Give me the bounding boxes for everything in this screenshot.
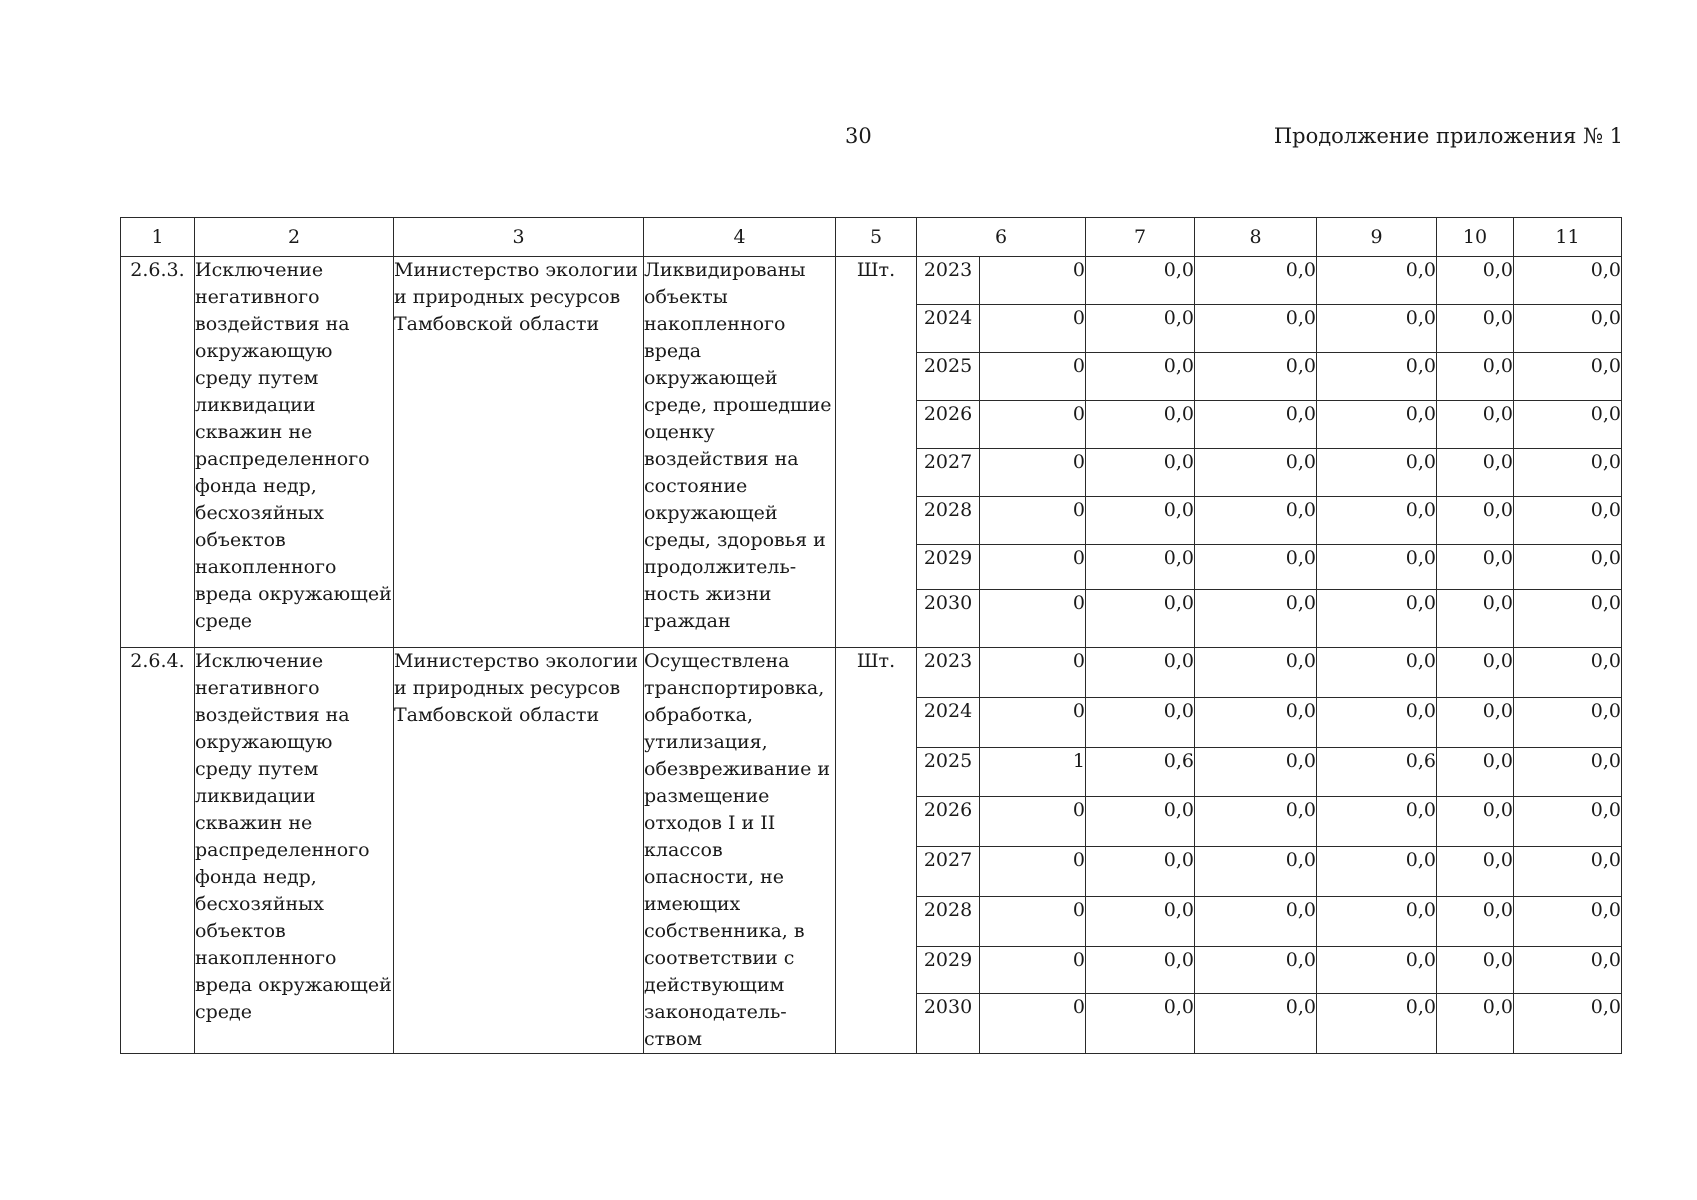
- value-cell-8: 0,0: [1195, 847, 1317, 897]
- value-cell-10: 0,0: [1437, 648, 1514, 698]
- value-cell-7: 0,0: [1086, 401, 1195, 449]
- value-cell-7: 0,0: [1086, 449, 1195, 497]
- value-cell-8: 0,0: [1195, 697, 1317, 747]
- value-cell-7: 0,0: [1086, 946, 1195, 993]
- value-cell-9: 0,0: [1317, 847, 1437, 897]
- value-cell-9: 0,0: [1317, 545, 1437, 590]
- year-cell: 2028: [917, 897, 980, 947]
- value-cell-8: 0,0: [1195, 747, 1317, 797]
- count-cell: 0: [980, 497, 1086, 545]
- value-cell-8: 0,0: [1195, 590, 1317, 648]
- value-cell-7: 0,0: [1086, 648, 1195, 698]
- value-cell-10: 0,0: [1437, 946, 1514, 993]
- column-header: 1: [121, 218, 195, 257]
- value-cell-11: 0,0: [1514, 305, 1622, 353]
- year-cell: 2026: [917, 797, 980, 847]
- value-cell-7: 0,0: [1086, 497, 1195, 545]
- value-cell-11: 0,0: [1514, 847, 1622, 897]
- year-cell: 2023: [917, 648, 980, 698]
- value-cell-9: 0,0: [1317, 797, 1437, 847]
- value-cell-7: 0,0: [1086, 697, 1195, 747]
- value-cell-10: 0,0: [1437, 449, 1514, 497]
- value-cell-10: 0,0: [1437, 497, 1514, 545]
- value-cell-10: 0,0: [1437, 305, 1514, 353]
- count-cell: 0: [980, 993, 1086, 1053]
- value-cell-9: 0,0: [1317, 305, 1437, 353]
- section-code: 2.6.4.: [121, 648, 195, 1054]
- value-cell-8: 0,0: [1195, 305, 1317, 353]
- column-header-row: [121, 218, 1622, 257]
- year-cell: 2025: [917, 747, 980, 797]
- value-cell-7: 0,0: [1086, 847, 1195, 897]
- value-cell-9: 0,0: [1317, 353, 1437, 401]
- value-cell-11: 0,0: [1514, 648, 1622, 698]
- year-cell: 2026: [917, 401, 980, 449]
- value-cell-9: 0,6: [1317, 747, 1437, 797]
- year-cell: 2024: [917, 305, 980, 353]
- value-cell-9: 0,0: [1317, 648, 1437, 698]
- value-cell-8: 0,0: [1195, 449, 1317, 497]
- executor-text: Министерство экологии и природных ресурсов Тамбовской области: [394, 257, 644, 648]
- value-cell-7: 0,0: [1086, 797, 1195, 847]
- column-header: 3: [394, 218, 644, 257]
- value-cell-11: 0,0: [1514, 747, 1622, 797]
- column-header: 4: [644, 218, 836, 257]
- appendix-label: Продолжение приложения № 1: [1273, 124, 1623, 148]
- count-cell: 0: [980, 590, 1086, 648]
- year-cell: 2029: [917, 545, 980, 590]
- page-number: 30: [845, 124, 872, 148]
- value-cell-10: 0,0: [1437, 993, 1514, 1053]
- value-cell-8: 0,0: [1195, 497, 1317, 545]
- value-cell-10: 0,0: [1437, 897, 1514, 947]
- table-body: [121, 218, 1622, 1054]
- count-cell: 0: [980, 897, 1086, 947]
- column-header: 5: [836, 218, 917, 257]
- count-cell: 0: [980, 305, 1086, 353]
- value-cell-8: 0,0: [1195, 353, 1317, 401]
- year-cell: 2027: [917, 847, 980, 897]
- value-cell-7: 0,0: [1086, 545, 1195, 590]
- count-cell: 1: [980, 747, 1086, 797]
- value-cell-10: 0,0: [1437, 590, 1514, 648]
- column-header: 11: [1514, 218, 1622, 257]
- value-cell-10: 0,0: [1437, 545, 1514, 590]
- count-cell: 0: [980, 847, 1086, 897]
- value-cell-10: 0,0: [1437, 697, 1514, 747]
- column-header: 8: [1195, 218, 1317, 257]
- year-cell: 2030: [917, 993, 980, 1053]
- value-cell-8: 0,0: [1195, 545, 1317, 590]
- value-cell-11: 0,0: [1514, 449, 1622, 497]
- value-cell-9: 0,0: [1317, 497, 1437, 545]
- value-cell-11: 0,0: [1514, 590, 1622, 648]
- count-cell: 0: [980, 797, 1086, 847]
- result-text: Осуществлена транспортировка, обработка, утилизация, обезвреживание и размещение отходов I и II классов опасности, не имеющих собственника, в соответствии с действующим законодатель-ством: [644, 648, 836, 1054]
- value-cell-7: 0,0: [1086, 993, 1195, 1053]
- value-cell-9: 0,0: [1317, 401, 1437, 449]
- unit-cell: Шт.: [836, 648, 917, 1054]
- column-header: 9: [1317, 218, 1437, 257]
- count-cell: 0: [980, 648, 1086, 698]
- count-cell: 0: [980, 697, 1086, 747]
- count-cell: 0: [980, 545, 1086, 590]
- value-cell-9: 0,0: [1317, 993, 1437, 1053]
- value-cell-8: 0,0: [1195, 401, 1317, 449]
- value-cell-11: 0,0: [1514, 257, 1622, 305]
- unit-cell: Шт.: [836, 257, 917, 648]
- value-cell-11: 0,0: [1514, 353, 1622, 401]
- value-cell-10: 0,0: [1437, 747, 1514, 797]
- value-cell-7: 0,6: [1086, 747, 1195, 797]
- value-cell-11: 0,0: [1514, 697, 1622, 747]
- column-header: 2: [195, 218, 394, 257]
- year-cell: 2023: [917, 257, 980, 305]
- value-cell-8: 0,0: [1195, 648, 1317, 698]
- value-cell-9: 0,0: [1317, 697, 1437, 747]
- value-cell-10: 0,0: [1437, 797, 1514, 847]
- value-cell-8: 0,0: [1195, 897, 1317, 947]
- value-cell-10: 0,0: [1437, 401, 1514, 449]
- value-cell-8: 0,0: [1195, 946, 1317, 993]
- value-cell-11: 0,0: [1514, 797, 1622, 847]
- value-cell-7: 0,0: [1086, 305, 1195, 353]
- table-row: [121, 257, 1622, 305]
- table-row: [121, 648, 1622, 698]
- value-cell-9: 0,0: [1317, 946, 1437, 993]
- column-header: 10: [1437, 218, 1514, 257]
- year-cell: 2025: [917, 353, 980, 401]
- value-cell-7: 0,0: [1086, 257, 1195, 305]
- year-cell: 2030: [917, 590, 980, 648]
- value-cell-11: 0,0: [1514, 545, 1622, 590]
- year-cell: 2029: [917, 946, 980, 993]
- count-cell: 0: [980, 946, 1086, 993]
- year-cell: 2027: [917, 449, 980, 497]
- result-text: Ликвидированы объекты накопленного вреда окружающей среде, прошедшие оценку воздействия на состояние окружающей среды, здоровья и продолжитель-ность жизни граждан: [644, 257, 836, 648]
- value-cell-8: 0,0: [1195, 993, 1317, 1053]
- value-cell-7: 0,0: [1086, 897, 1195, 947]
- count-cell: 0: [980, 449, 1086, 497]
- value-cell-9: 0,0: [1317, 590, 1437, 648]
- value-cell-9: 0,0: [1317, 257, 1437, 305]
- measure-text: Исключение негативного воздействия на окружающую среду путем ликвидации скважин не распределенного фонда недр, бесхозяйных объектов накопленного вреда окружающей среде: [195, 648, 394, 1054]
- value-cell-9: 0,0: [1317, 897, 1437, 947]
- count-cell: 0: [980, 257, 1086, 305]
- value-cell-11: 0,0: [1514, 401, 1622, 449]
- program-table: [120, 217, 1622, 1054]
- value-cell-10: 0,0: [1437, 847, 1514, 897]
- count-cell: 0: [980, 401, 1086, 449]
- value-cell-8: 0,0: [1195, 797, 1317, 847]
- year-cell: 2028: [917, 497, 980, 545]
- section-code: 2.6.3.: [121, 257, 195, 648]
- value-cell-11: 0,0: [1514, 946, 1622, 993]
- measure-text: Исключение негативного воздействия на окружающую среду путем ликвидации скважин не распределенного фонда недр, бесхозяйных объектов накопленного вреда окружающей среде: [195, 257, 394, 648]
- value-cell-11: 0,0: [1514, 993, 1622, 1053]
- executor-text: Министерство экологии и природных ресурсов Тамбовской области: [394, 648, 644, 1054]
- column-header: 6: [917, 218, 1086, 257]
- value-cell-10: 0,0: [1437, 257, 1514, 305]
- value-cell-10: 0,0: [1437, 353, 1514, 401]
- count-cell: 0: [980, 353, 1086, 401]
- value-cell-9: 0,0: [1317, 449, 1437, 497]
- value-cell-7: 0,0: [1086, 590, 1195, 648]
- value-cell-11: 0,0: [1514, 497, 1622, 545]
- value-cell-8: 0,0: [1195, 257, 1317, 305]
- value-cell-7: 0,0: [1086, 353, 1195, 401]
- year-cell: 2024: [917, 697, 980, 747]
- column-header: 7: [1086, 218, 1195, 257]
- value-cell-11: 0,0: [1514, 897, 1622, 947]
